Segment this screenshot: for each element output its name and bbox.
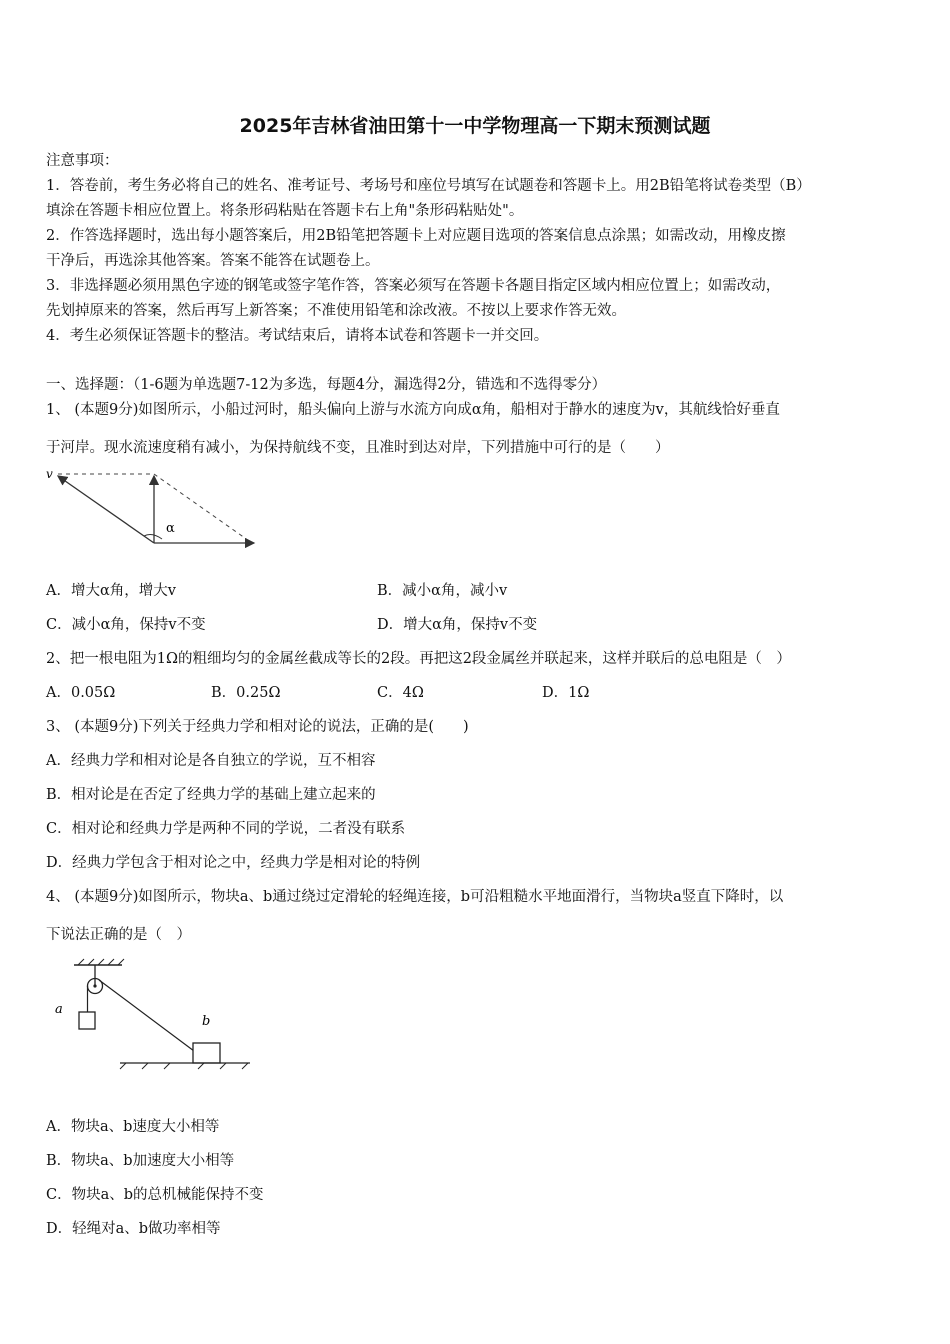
section-heading: 一、选择题：（1-6题为单选题7-12为多选，每题4分，漏选得2分，错选和不选得零分） bbox=[46, 377, 607, 393]
label-a: a bbox=[55, 1002, 63, 1017]
q3-option-d[interactable]: D．经典力学包含于相对论之中，经典力学是相对论的特例 bbox=[46, 855, 421, 871]
q1-stem: 于河岸。现水流速度稍有减小，为保持航线不变，且准时到达对岸，下列措施中可行的是（ ） bbox=[46, 440, 670, 456]
notice-line: 先划掉原来的答案，然后再写上新答案；不准使用铅笔和涂改液。不按以上要求作答无效。 bbox=[46, 303, 626, 319]
q4-option-c[interactable]: C．物块a、b的总机械能保持不变 bbox=[46, 1187, 264, 1203]
ceiling-hatch bbox=[78, 959, 124, 965]
q3-option-a[interactable]: A．经典力学和相对论是各自独立的学说，互不相容 bbox=[46, 753, 376, 769]
block-b bbox=[193, 1043, 220, 1063]
q1-stem: 1、 (本题9分)如图所示，小船过河时，船头偏向上游与水流方向成α角，船相对于静水的速度为v，其航线恰好垂直 bbox=[46, 402, 780, 418]
q3-stem: 3、 (本题9分)下列关于经典力学和相对论的说法，正确的是( ) bbox=[46, 719, 469, 735]
notice-heading: 注意事项： bbox=[46, 153, 119, 169]
boat-velocity-arrow bbox=[58, 476, 154, 543]
q1-option-a[interactable]: A．增大α角，增大v bbox=[46, 583, 176, 599]
notice-line: 2．作答选择题时，选出每小题答案后，用2B铅笔把答题卡上对应题目选项的答案信息点涂黑；如需改动，用橡皮擦 bbox=[46, 228, 786, 244]
q1-option-c[interactable]: C．减小α角，保持v不变 bbox=[46, 617, 206, 633]
q2-option-a[interactable]: A．0.05Ω bbox=[46, 685, 116, 701]
notice-line: 4．考生必须保证答题卡的整洁。考试结束后，请将本试卷和答题卡一并交回。 bbox=[46, 328, 549, 344]
q1-velocity-diagram bbox=[44, 464, 264, 554]
rope-slanted bbox=[99, 980, 194, 1051]
notice-line: 干净后，再选涂其他答案。答案不能答在试题卷上。 bbox=[46, 253, 380, 269]
q4-option-b[interactable]: B．物块a、b加速度大小相等 bbox=[46, 1153, 235, 1169]
q2-option-b[interactable]: B．0.25Ω bbox=[211, 685, 281, 701]
label-b: b bbox=[202, 1014, 211, 1029]
ground-hatch bbox=[120, 1063, 248, 1069]
q4-stem: 4、 (本题9分)如图所示，物块a、b通过绕过定滑轮的轻绳连接，b可沿粗糙水平地面滑行，当物块a竖直下降时，以 bbox=[46, 889, 784, 905]
label-v: v bbox=[46, 467, 53, 481]
pulley-axle bbox=[93, 984, 96, 987]
block-a bbox=[79, 1012, 95, 1029]
q4-option-a[interactable]: A．物块a、b速度大小相等 bbox=[46, 1119, 220, 1135]
q3-option-c[interactable]: C．相对论和经典力学是两种不同的学说，二者没有联系 bbox=[46, 821, 406, 837]
page-title: 2025年吉林省油田第十一中学物理高一下期末预测试题 bbox=[239, 115, 711, 137]
label-alpha: α bbox=[166, 521, 175, 536]
q1-option-b[interactable]: B．减小α角，减小v bbox=[377, 583, 508, 599]
q2-option-c[interactable]: C．4Ω bbox=[377, 685, 424, 701]
q4-stem: 下说法正确的是（ ） bbox=[46, 927, 191, 943]
q2-stem: 2、把一根电阻为1Ω的粗细均匀的金属丝截成等长的2段。再把这2段金属丝并联起来，这样并联后的总电阻是（ ） bbox=[46, 651, 791, 667]
q2-option-d[interactable]: D．1Ω bbox=[542, 685, 590, 701]
q1-option-d[interactable]: D．增大α角，保持v不变 bbox=[377, 617, 538, 633]
notice-line: 1．答卷前，考生务必将自己的姓名、准考证号、考场号和座位号填写在试题卷和答题卡上。用2B铅笔将试卷类型（B） bbox=[46, 178, 811, 194]
q4-option-d[interactable]: D．轻绳对a、b做功率相等 bbox=[46, 1221, 221, 1237]
notice-line: 3．非选择题必须用黑色字迹的钢笔或签字笔作答，答案必须写在答题卡各题目指定区域内相应位置上；如需改动， bbox=[46, 278, 781, 294]
q4-pulley-diagram bbox=[44, 955, 259, 1075]
notice-line: 填涂在答题卡相应位置上。将条形码粘贴在答题卡右上角"条形码粘贴处"。 bbox=[46, 203, 524, 219]
q3-option-b[interactable]: B．相对论是在否定了经典力学的基础上建立起来的 bbox=[46, 787, 376, 803]
